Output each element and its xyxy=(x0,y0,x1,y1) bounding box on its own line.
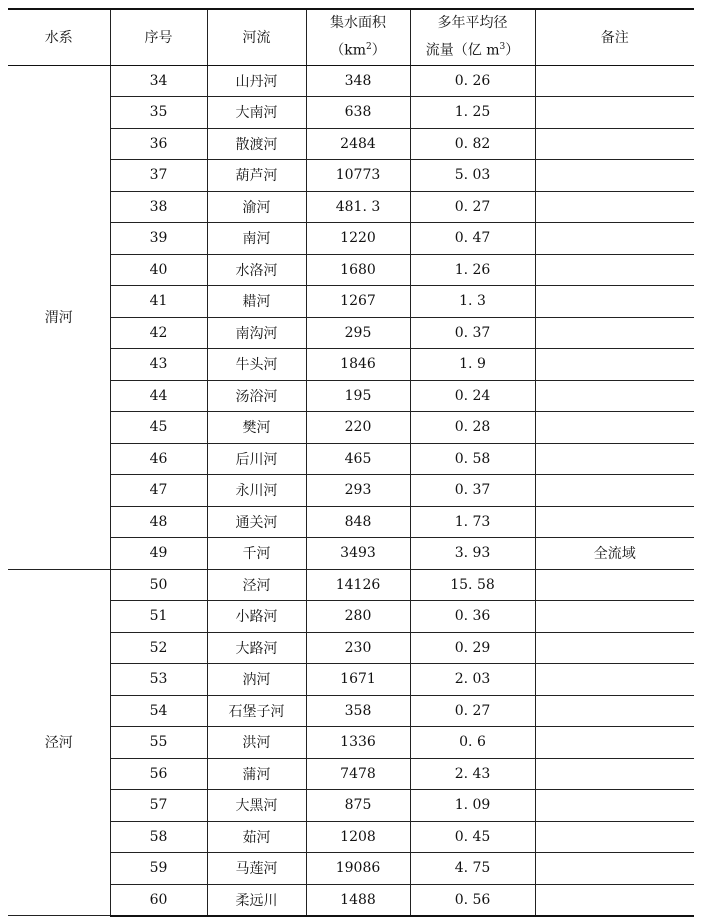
note-cell xyxy=(535,727,694,759)
catchment-area-cell: 1220 xyxy=(306,223,410,255)
annual-runoff-cell: 1. 26 xyxy=(410,254,535,286)
note-cell xyxy=(535,821,694,853)
river-system-cell: 泾河 xyxy=(8,569,110,916)
table-row xyxy=(8,475,694,507)
annual-runoff-cell: 0. 37 xyxy=(410,317,535,349)
header-flow-unit: 流量（亿 $m^3$） xyxy=(425,42,520,60)
index-cell: 56 xyxy=(110,758,207,790)
index-cell: 53 xyxy=(110,664,207,696)
index-cell: 42 xyxy=(110,317,207,349)
index-cell: 60 xyxy=(110,884,207,916)
table-row xyxy=(8,758,694,790)
annual-runoff-cell: 0. 6 xyxy=(410,727,535,759)
table-header xyxy=(8,9,694,65)
note-cell xyxy=(535,475,694,507)
catchment-area-cell: 19086 xyxy=(306,853,410,885)
note-cell xyxy=(535,853,694,885)
annual-runoff-cell: 1. 25 xyxy=(410,97,535,129)
index-cell: 36 xyxy=(110,128,207,160)
index-cell: 35 xyxy=(110,97,207,129)
annual-runoff-cell: 0. 27 xyxy=(410,191,535,223)
river-name-cell: 石堡子河 xyxy=(207,695,306,727)
header-river: 河流 xyxy=(207,9,306,65)
annual-runoff-cell: 0. 58 xyxy=(410,443,535,475)
note-cell xyxy=(535,695,694,727)
table-row xyxy=(8,286,694,318)
note-cell xyxy=(535,884,694,916)
note-cell xyxy=(535,317,694,349)
river-name-cell: 大南河 xyxy=(207,97,306,129)
river-name-cell: 小路河 xyxy=(207,601,306,633)
river-name-cell: 散渡河 xyxy=(207,128,306,160)
annual-runoff-cell: 0. 45 xyxy=(410,821,535,853)
note-cell: 全流域 xyxy=(535,538,694,570)
index-cell: 39 xyxy=(110,223,207,255)
catchment-area-cell: 848 xyxy=(306,506,410,538)
river-name-cell: 大路河 xyxy=(207,632,306,664)
header-flow-line1: 多年平均径 xyxy=(437,15,508,32)
note-cell xyxy=(535,191,694,223)
annual-runoff-cell: 0. 26 xyxy=(410,65,535,97)
table-row xyxy=(8,821,694,853)
annual-runoff-cell: 4. 75 xyxy=(410,853,535,885)
catchment-area-cell: 295 xyxy=(306,317,410,349)
index-cell: 55 xyxy=(110,727,207,759)
header-system: 水系 xyxy=(8,9,110,65)
note-cell xyxy=(535,160,694,192)
annual-runoff-cell: 3. 93 xyxy=(410,538,535,570)
annual-runoff-cell: 0. 27 xyxy=(410,695,535,727)
river-name-cell: 柔远川 xyxy=(207,884,306,916)
header-note: 备注 xyxy=(535,9,694,65)
table-row xyxy=(8,884,694,916)
annual-runoff-cell: 0. 37 xyxy=(410,475,535,507)
annual-runoff-cell: 0. 24 xyxy=(410,380,535,412)
index-cell: 40 xyxy=(110,254,207,286)
index-cell: 51 xyxy=(110,601,207,633)
river-name-cell: 洪河 xyxy=(207,727,306,759)
table-row xyxy=(8,443,694,475)
index-cell: 37 xyxy=(110,160,207,192)
table-row xyxy=(8,695,694,727)
river-name-cell: 渝河 xyxy=(207,191,306,223)
annual-runoff-cell: 1. 3 xyxy=(410,286,535,318)
header-catchment-area xyxy=(306,9,410,65)
table-row xyxy=(8,727,694,759)
table-row xyxy=(8,349,694,381)
river-name-cell: 永川河 xyxy=(207,475,306,507)
table-row xyxy=(8,160,694,192)
annual-runoff-cell: 1. 73 xyxy=(410,506,535,538)
catchment-area-cell: 293 xyxy=(306,475,410,507)
note-cell xyxy=(535,569,694,601)
table-body xyxy=(8,65,694,916)
annual-runoff-cell: 1. 9 xyxy=(410,349,535,381)
table-row xyxy=(8,853,694,885)
annual-runoff-cell: 0. 82 xyxy=(410,128,535,160)
river-name-cell: 蒲河 xyxy=(207,758,306,790)
catchment-area-cell: 280 xyxy=(306,601,410,633)
note-cell xyxy=(535,758,694,790)
catchment-area-cell: 10773 xyxy=(306,160,410,192)
note-cell xyxy=(535,664,694,696)
catchment-area-cell: 1267 xyxy=(306,286,410,318)
index-cell: 58 xyxy=(110,821,207,853)
table-row xyxy=(8,223,694,255)
note-cell xyxy=(535,380,694,412)
table-row xyxy=(8,191,694,223)
river-name-cell: 葫芦河 xyxy=(207,160,306,192)
header-index: 序号 xyxy=(110,9,207,65)
index-cell: 43 xyxy=(110,349,207,381)
note-cell xyxy=(535,286,694,318)
catchment-area-cell: 1680 xyxy=(306,254,410,286)
annual-runoff-cell: 0. 29 xyxy=(410,632,535,664)
note-cell xyxy=(535,128,694,160)
river-name-cell: 汭河 xyxy=(207,664,306,696)
river-system-cell: 渭河 xyxy=(8,65,110,569)
index-cell: 47 xyxy=(110,475,207,507)
table-row xyxy=(8,569,694,601)
river-name-cell: 马莲河 xyxy=(207,853,306,885)
note-cell xyxy=(535,601,694,633)
note-cell xyxy=(535,790,694,822)
note-cell xyxy=(535,412,694,444)
catchment-area-cell: 195 xyxy=(306,380,410,412)
catchment-area-cell: 1846 xyxy=(306,349,410,381)
annual-runoff-cell: 1. 09 xyxy=(410,790,535,822)
index-cell: 48 xyxy=(110,506,207,538)
header-annual-runoff xyxy=(410,9,535,65)
table-row xyxy=(8,790,694,822)
catchment-area-cell: 465 xyxy=(306,443,410,475)
river-name-cell: 大黑河 xyxy=(207,790,306,822)
annual-runoff-cell: 0. 28 xyxy=(410,412,535,444)
table-row xyxy=(8,664,694,696)
river-name-cell: 樊河 xyxy=(207,412,306,444)
table-row xyxy=(8,65,694,97)
note-cell xyxy=(535,349,694,381)
note-cell xyxy=(535,223,694,255)
river-name-cell: 汤浴河 xyxy=(207,380,306,412)
table-row xyxy=(8,254,694,286)
index-cell: 57 xyxy=(110,790,207,822)
annual-runoff-cell: 5. 03 xyxy=(410,160,535,192)
index-cell: 44 xyxy=(110,380,207,412)
header-area-unit: $(km^2)$ xyxy=(330,42,386,60)
river-name-cell: 千河 xyxy=(207,538,306,570)
table-row xyxy=(8,601,694,633)
catchment-area-cell: 3493 xyxy=(306,538,410,570)
river-name-cell: 通关河 xyxy=(207,506,306,538)
catchment-area-cell: 1336 xyxy=(306,727,410,759)
river-name-cell: 南沟河 xyxy=(207,317,306,349)
catchment-area-cell: 348 xyxy=(306,65,410,97)
catchment-area-cell: 481. 3 xyxy=(306,191,410,223)
index-cell: 54 xyxy=(110,695,207,727)
note-cell xyxy=(535,632,694,664)
index-cell: 59 xyxy=(110,853,207,885)
catchment-area-cell: 358 xyxy=(306,695,410,727)
index-cell: 46 xyxy=(110,443,207,475)
annual-runoff-cell: 2. 03 xyxy=(410,664,535,696)
table-row xyxy=(8,506,694,538)
table-row xyxy=(8,538,694,570)
annual-runoff-cell: 15. 58 xyxy=(410,569,535,601)
header-row xyxy=(8,9,694,65)
annual-runoff-cell: 2. 43 xyxy=(410,758,535,790)
table-row xyxy=(8,632,694,664)
table-row xyxy=(8,128,694,160)
river-name-cell: 茹河 xyxy=(207,821,306,853)
catchment-area-cell: 7478 xyxy=(306,758,410,790)
river-name-cell: 牛头河 xyxy=(207,349,306,381)
river-name-cell: 后川河 xyxy=(207,443,306,475)
river-name-cell: 山丹河 xyxy=(207,65,306,97)
catchment-area-cell: 638 xyxy=(306,97,410,129)
note-cell xyxy=(535,506,694,538)
annual-runoff-cell: 0. 47 xyxy=(410,223,535,255)
catchment-area-cell: 875 xyxy=(306,790,410,822)
index-cell: 52 xyxy=(110,632,207,664)
river-name-cell: 耤河 xyxy=(207,286,306,318)
annual-runoff-cell: 0. 36 xyxy=(410,601,535,633)
table-row xyxy=(8,380,694,412)
catchment-area-cell: 220 xyxy=(306,412,410,444)
river-name-cell: 水洛河 xyxy=(207,254,306,286)
catchment-area-cell: 1208 xyxy=(306,821,410,853)
catchment-area-cell: 2484 xyxy=(306,128,410,160)
river-name-cell: 泾河 xyxy=(207,569,306,601)
note-cell xyxy=(535,254,694,286)
index-cell: 50 xyxy=(110,569,207,601)
note-cell xyxy=(535,97,694,129)
table-row xyxy=(8,412,694,444)
header-area-line1: 集水面积 xyxy=(330,15,386,32)
index-cell: 34 xyxy=(110,65,207,97)
catchment-area-cell: 1671 xyxy=(306,664,410,696)
river-name-cell: 南河 xyxy=(207,223,306,255)
river-table xyxy=(8,8,694,917)
index-cell: 49 xyxy=(110,538,207,570)
index-cell: 38 xyxy=(110,191,207,223)
note-cell xyxy=(535,443,694,475)
annual-runoff-cell: 0. 56 xyxy=(410,884,535,916)
table-row xyxy=(8,97,694,129)
table-row xyxy=(8,317,694,349)
catchment-area-cell: 230 xyxy=(306,632,410,664)
catchment-area-cell: 14126 xyxy=(306,569,410,601)
index-cell: 45 xyxy=(110,412,207,444)
catchment-area-cell: 1488 xyxy=(306,884,410,916)
note-cell xyxy=(535,65,694,97)
index-cell: 41 xyxy=(110,286,207,318)
